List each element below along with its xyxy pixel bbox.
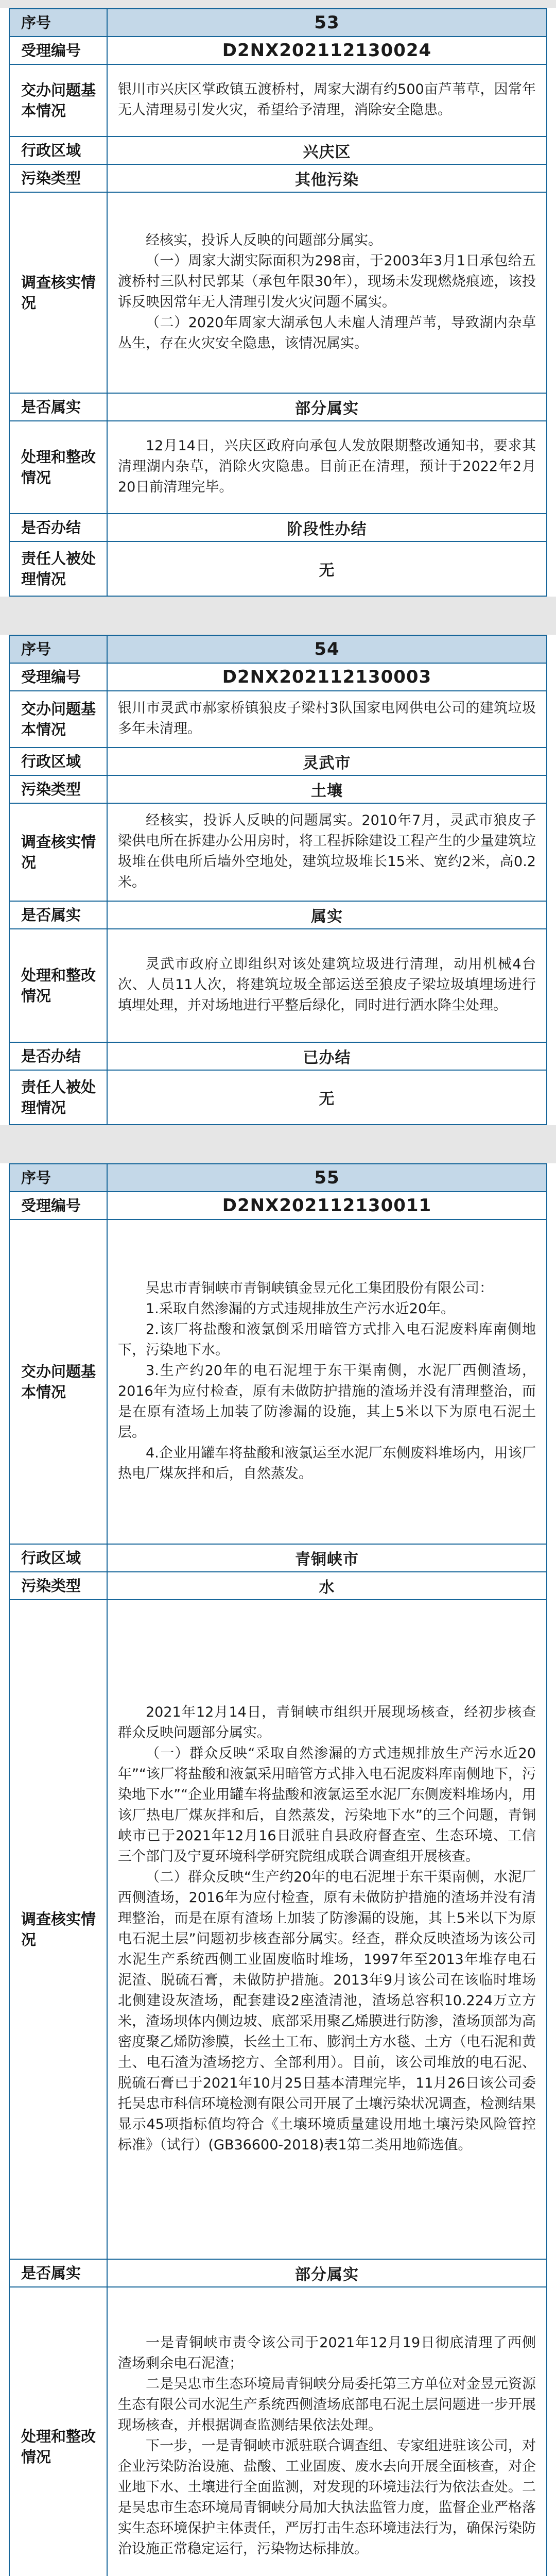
case-issue — [107, 1219, 547, 1544]
row-accept-no — [9, 37, 547, 64]
issue-paragraph: 吴忠市青铜峡市青铜峡镇金昱元化工集团股份有限公司： — [146, 1280, 493, 1296]
label-seq: 序号 — [9, 9, 107, 37]
case-seq: 53 — [107, 9, 547, 37]
row-seq — [9, 1164, 547, 1192]
label-closed: 是否办结 — [9, 514, 107, 541]
row-seq — [9, 9, 547, 37]
case-investigation — [107, 1600, 547, 2259]
investigation-paragraph: 经核实，投诉人反映的问题部分属实。 — [146, 232, 382, 248]
case-district: 青铜峡市 — [107, 1544, 547, 1572]
label-pollution-type: 污染类型 — [9, 775, 107, 803]
label-accept-no: 受理编号 — [9, 1192, 107, 1219]
row-pollution-type — [9, 164, 547, 192]
row-accept-no — [9, 1192, 547, 1219]
label-district: 行政区域 — [9, 748, 107, 775]
row-handling — [9, 2287, 547, 2576]
investigation-paragraph: （二）群众反映“生产约20年的电石泥埋于东干渠南侧，水泥厂西侧渣场，2016年为应付检查，原有未做防护措施的渣场并没有清理整治，而是在原有渣场上加装了防渗漏的设施，其上5米以下为原电石泥土层”问题初步核查部分属实。经查，群众反映渣场为该公司水泥生产系统西侧工业固废临时堆场，1997年至2013年堆存电石泥渣、脱硫石膏，未做防护措施。2013年9月该公司在该临时堆场北侧建设灰渣场，配套建设2座渣清池，渣场总容积10.224万立方米，渣场坝体内侧边坡、底部采用聚乙烯膜进行防渗，渣场顶部为高密度聚乙烯防渗膜，长丝土工布、膨润土方水毯、土方（电石泥和黄土、电石渣为渣场挖方、全部利用）。目前，该公司堆放的电石泥、脱硫石膏已于2021年10月25日基本清理完毕，11月26日该公司委托吴忠市科信环境检测有限公司开展了土壤污染状况调查，检测结果显示45项指标值均符合《土壤环境质量建设用地土壤污染风险管控标准》（试行）(GB36600-2018)表1第二类用地筛选值。 — [118, 1869, 536, 2153]
case-district: 灵武市 — [107, 748, 547, 775]
row-issue — [9, 1219, 547, 1544]
case-seq: 54 — [107, 635, 547, 663]
handling-paragraph: 12月14日，兴庆区政府向承包人发放限期整改通知书，要求其清理湖内杂草，消除火灾隐患。目前正在清理，预计于2022年2月20日前清理完毕。 — [118, 438, 536, 495]
case-investigation — [107, 192, 547, 393]
label-accountability: 责任人被处理情况 — [9, 1070, 107, 1125]
top-margin — [0, 0, 556, 8]
case-pollution-type: 土壤 — [107, 775, 547, 803]
label-handling: 处理和整改情况 — [9, 421, 107, 514]
case-accountability: 无 — [107, 1070, 547, 1125]
row-issue — [9, 64, 547, 137]
row-is-true — [9, 393, 547, 421]
issue-paragraph: 银川市兴庆区掌政镇五渡桥村，周家大湖有约500亩芦苇草，因常年无人清理易引发火灾，希望给予清理，消除安全隐患。 — [118, 81, 536, 118]
handling-paragraph: 一是青铜峡市责令该公司于2021年12月19日彻底清理了西侧渣场剩余电石泥渣； — [118, 2335, 536, 2371]
case-is-true: 部分属实 — [107, 2259, 547, 2287]
case-closed: 已办结 — [107, 1042, 547, 1070]
label-seq: 序号 — [9, 635, 107, 663]
case-handling — [107, 2287, 547, 2576]
case-pollution-type: 其他污染 — [107, 164, 547, 192]
label-district: 行政区域 — [9, 1544, 107, 1572]
row-issue — [9, 691, 547, 748]
row-accountability — [9, 1070, 547, 1125]
issue-paragraph: 1.采取自然渗漏的方式违规排放生产污水近20年。 — [146, 1301, 455, 1317]
label-handling: 处理和整改情况 — [9, 929, 107, 1042]
case-card-55 — [9, 1163, 547, 2576]
label-district: 行政区域 — [9, 137, 107, 164]
row-investigation — [9, 1600, 547, 2259]
case-card-53 — [9, 8, 547, 597]
label-pollution-type: 污染类型 — [9, 164, 107, 192]
label-issue: 交办问题基本情况 — [9, 64, 107, 137]
issue-paragraph: 4.企业用罐车将盐酸和液氯运至水泥厂东侧废料堆场内，用该厂热电厂煤灰拌和后，自然蒸发。 — [118, 1445, 536, 1482]
investigation-paragraph: 经核实，投诉人反映的问题属实。2010年7月，灵武市狼皮子梁供电所在拆建办公用房时，将工程拆除建设工程产生的少量建筑垃圾堆在供电所后墙外空地处，建筑垃圾堆长15米、宽约2米，高0.2米。 — [118, 812, 536, 890]
case-district: 兴庆区 — [107, 137, 547, 164]
card-gap — [0, 1125, 556, 1163]
case-issue — [107, 64, 547, 137]
handling-paragraph: 二是吴忠市生态环境局青铜峡分局委托第三方单位对金昱元资源生态有限公司水泥生产系统西侧渣场底部电石泥土层问题进一步开展现场核查，并根据调查监测结果依法处理。 — [118, 2376, 536, 2433]
case-accept-no: D2NX202112130011 — [107, 1192, 547, 1219]
case-is-true: 属实 — [107, 901, 547, 929]
label-pollution-type: 污染类型 — [9, 1572, 107, 1600]
case-card-54 — [9, 635, 547, 1125]
row-handling — [9, 929, 547, 1042]
card-gap — [0, 597, 556, 635]
investigation-paragraph: （一）群众反映“采取自然渗漏的方式违规排放生产污水近20年”“该厂将盐酸和液氯采用暗管方式排入电石泥废料库南侧地下，污染地下水”“企业用罐车将盐酸和液氯运至水泥厂东侧废料堆场内，用该厂热电厂煤灰拌和后，自然蒸发，污染地下水”的三个问题，青铜峡市已于2021年12月16日派驻自县政府督查室、生态环境、工信三个部门及宁夏环境科学研究院组成联合调查组开展核查。 — [118, 1745, 536, 1865]
case-pollution-type: 水 — [107, 1572, 547, 1600]
label-handling: 处理和整改情况 — [9, 2287, 107, 2576]
issue-paragraph: 银川市灵武市郝家桥镇狼皮子梁村3队国家电网供电公司的建筑垃圾多年未清理。 — [118, 700, 536, 737]
case-accept-no: D2NX202112130024 — [107, 37, 547, 64]
label-is-true: 是否属实 — [9, 2259, 107, 2287]
label-accountability: 责任人被处理情况 — [9, 541, 107, 596]
row-closed — [9, 1042, 547, 1070]
row-pollution-type — [9, 775, 547, 803]
case-handling — [107, 929, 547, 1042]
row-seq — [9, 635, 547, 663]
row-handling — [9, 421, 547, 514]
label-is-true: 是否属实 — [9, 393, 107, 421]
row-investigation — [9, 192, 547, 393]
case-seq: 55 — [107, 1164, 547, 1192]
investigation-paragraph: （一）周家大湖实际面积为298亩，于2003年3月1日承包给五渡桥村三队村民郭某（承包年限30年），现场未发现燃烧痕迹，该投诉反映因常年无人清理引发火灾问题不属实。 — [118, 253, 536, 310]
row-pollution-type — [9, 1572, 547, 1600]
row-district — [9, 1544, 547, 1572]
row-closed — [9, 514, 547, 541]
row-accept-no — [9, 663, 547, 691]
label-investigation: 调查核实情况 — [9, 1600, 107, 2259]
row-is-true — [9, 901, 547, 929]
case-issue — [107, 691, 547, 748]
issue-paragraph: 2.该厂将盐酸和液氯倒采用暗管方式排入电石泥废料库南侧地下，污染地下水。 — [118, 1321, 536, 1358]
case-investigation — [107, 803, 547, 901]
label-is-true: 是否属实 — [9, 901, 107, 929]
case-accept-no: D2NX202112130003 — [107, 663, 547, 691]
row-investigation — [9, 803, 547, 901]
row-district — [9, 137, 547, 164]
case-is-true: 部分属实 — [107, 393, 547, 421]
case-handling — [107, 421, 547, 514]
label-accept-no: 受理编号 — [9, 663, 107, 691]
label-issue: 交办问题基本情况 — [9, 691, 107, 748]
case-closed: 阶段性办结 — [107, 514, 547, 541]
label-closed: 是否办结 — [9, 1042, 107, 1070]
investigation-paragraph: （二）2020年周家大湖承包人未雇人清理芦苇，导致湖内杂草丛生，存在火灾安全隐患，该情况属实。 — [118, 315, 536, 351]
label-issue: 交办问题基本情况 — [9, 1219, 107, 1544]
label-accept-no: 受理编号 — [9, 37, 107, 64]
label-investigation: 调查核实情况 — [9, 803, 107, 901]
case-accountability: 无 — [107, 541, 547, 596]
handling-paragraph: 灵武市政府立即组织对该处建筑垃圾进行清理，动用机械4台次、人员11人次，将建筑垃圾全部运送至狼皮子梁垃圾填埋场进行填埋处理，并对场地进行平整后绿化，同时进行洒水降尘处理。 — [118, 956, 536, 1013]
issue-paragraph: 3.生产约20年的电石泥埋于东干渠南侧，水泥厂西侧渣场，2016年为应付检查，原有未做防护措施的渣场并没有清理整治，而是在原有渣场上加装了防渗漏的设施，其上5米以下为原电石泥土层。 — [118, 1363, 536, 1440]
row-is-true — [9, 2259, 547, 2287]
handling-paragraph: 下一步，一是青铜峡市派驻联合调查组、专家组进驻该公司，对企业污染防治设施、盐酸、工业固废、废水去向开展全面核查，对企业地下水、土壤进行全面监测，对发现的环境违法行为依法查处。二是吴忠市生态环境局青铜峡分局加大执法监管力度，监督企业严格落实生态环境保护主体责任，严厉打击生态环境违法行为，确保污染防治设施正常稳定运行，污染物达标排放。 — [118, 2438, 536, 2557]
row-district — [9, 748, 547, 775]
label-seq: 序号 — [9, 1164, 107, 1192]
label-investigation: 调查核实情况 — [9, 192, 107, 393]
row-accountability — [9, 541, 547, 596]
investigation-paragraph: 2021年12月14日，青铜峡市组织开展现场核查，经初步核查群众反映问题部分属实。 — [118, 1704, 536, 1741]
